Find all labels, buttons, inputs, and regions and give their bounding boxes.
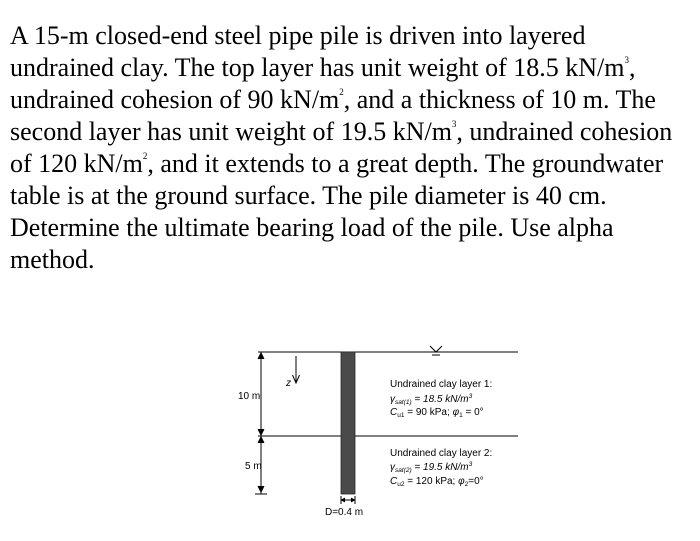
layer2-unit-weight: $\gamma_{sat(2)} = 19.5$ $kN/m^3$ [390, 461, 473, 474]
problem-text-4: , undrained cohesion of 120 kN/m [10, 117, 673, 178]
diameter-arrow-right-icon [351, 498, 355, 502]
dim-arrow-bottom-down-icon [258, 486, 264, 492]
problem-text-2: , undrained cohesion of 90 kN/m [10, 53, 636, 114]
layer1-unit-weight: $\gamma_{sat(1)} = 18.5$ $kN/m^3$ [390, 393, 473, 406]
problem-text-5: , and it extends to a great depth. The groundwater table is at the ground surface. The pile diameter is 40 cm. Determine the ultimate bearing load of the pile. Use alpha method. [10, 149, 664, 274]
superscript-cube-1: 3 [624, 55, 629, 65]
problem-text-1: A 15-m closed-end steel pipe pile is driven into layered undrained clay. The top layer has unit weight of 18.5 kN/m [10, 21, 625, 82]
layer2-title: Undrained clay layer 2: [390, 448, 493, 459]
diameter-arrow-left-icon [342, 498, 346, 502]
superscript-cube-2: 3 [451, 119, 457, 129]
superscript-square-1: 2 [339, 87, 344, 97]
dim-arrow-bottom-up-icon [258, 437, 264, 443]
water-table-icon [430, 346, 442, 352]
diameter-label: D=0.4 m [325, 507, 364, 518]
layer1-title: Undrained clay layer 1: [390, 379, 493, 390]
pile [341, 352, 355, 494]
problem-text-3: , and a thickness of 10 m. The second layer has unit weight of 19.5 kN/m [10, 85, 656, 146]
depth-bottom-label: 5 m [245, 461, 262, 472]
z-axis-label: z [286, 378, 291, 389]
superscript-square-2: 2 [142, 151, 148, 161]
dim-arrow-top-up-icon [258, 353, 264, 359]
dim-arrow-top-down-icon [258, 429, 264, 435]
layer1-cohesion: $C_{u1} = 90$ kPa; $\varphi_1 = 0^\circ$ [390, 407, 484, 419]
layer2-cohesion: $C_{u2} = 120$ kPa; $\varphi_2=0^\circ$ [390, 476, 484, 488]
depth-top-label: 10 m [238, 391, 261, 402]
